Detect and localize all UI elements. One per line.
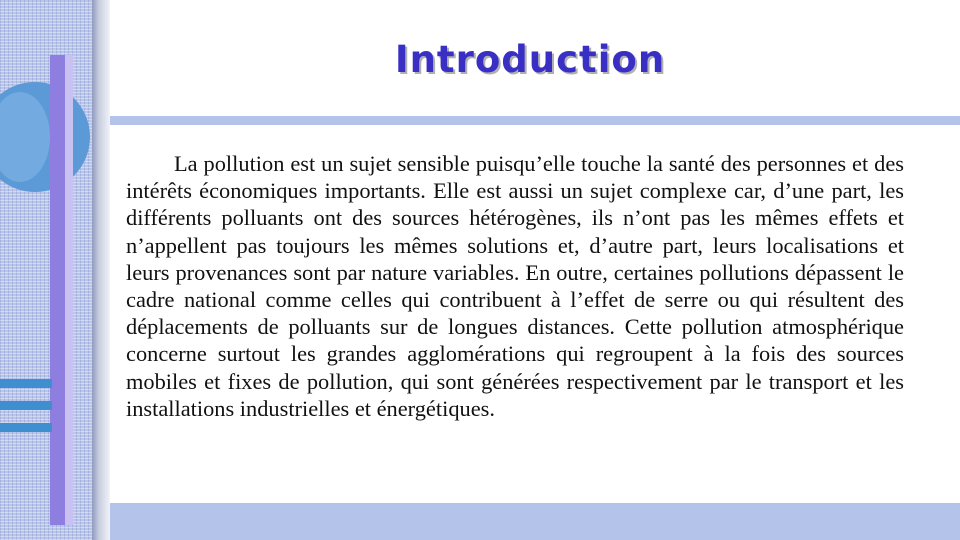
slide-body-paragraph: La pollution est un sujet sensible puisqu’elle touche la santé des personnes et des intérêts économiques importants. Elle est aussi un sujet complexe car, d’une part, les différents polluants ont des sources hétérogènes, ils n’ont pas les mêmes effets et n’appellent pas toujours les mêmes solutions et, d’autre part, leurs localisations et leurs provenances sont par nature variables. En outre, certaines pollutions dépassent le cadre national comme celles qui contribuent à l’effet de serre ou qui résultent des déplacements de polluants sur de longues distances. Cette pollution atmosphérique concerne surtout les grandes agglomérations qui regroupent à la fois des sources mobiles et fixes de pollution, qui sont générées respectivement par le transport et les installations industrielles et énergétiques. <box>126 151 904 421</box>
footer-band <box>110 503 960 540</box>
decorative-bar-1 <box>0 379 52 388</box>
decorative-sidebar <box>0 0 92 540</box>
decorative-vertical-stripe <box>50 55 65 525</box>
slide-title: Introduction <box>394 38 666 81</box>
decorative-bar-2 <box>0 401 52 410</box>
title-divider <box>110 116 960 125</box>
decorative-bar-3 <box>0 423 52 432</box>
decorative-vertical-stripe-light <box>65 55 73 525</box>
sidebar-shadow <box>92 0 110 540</box>
